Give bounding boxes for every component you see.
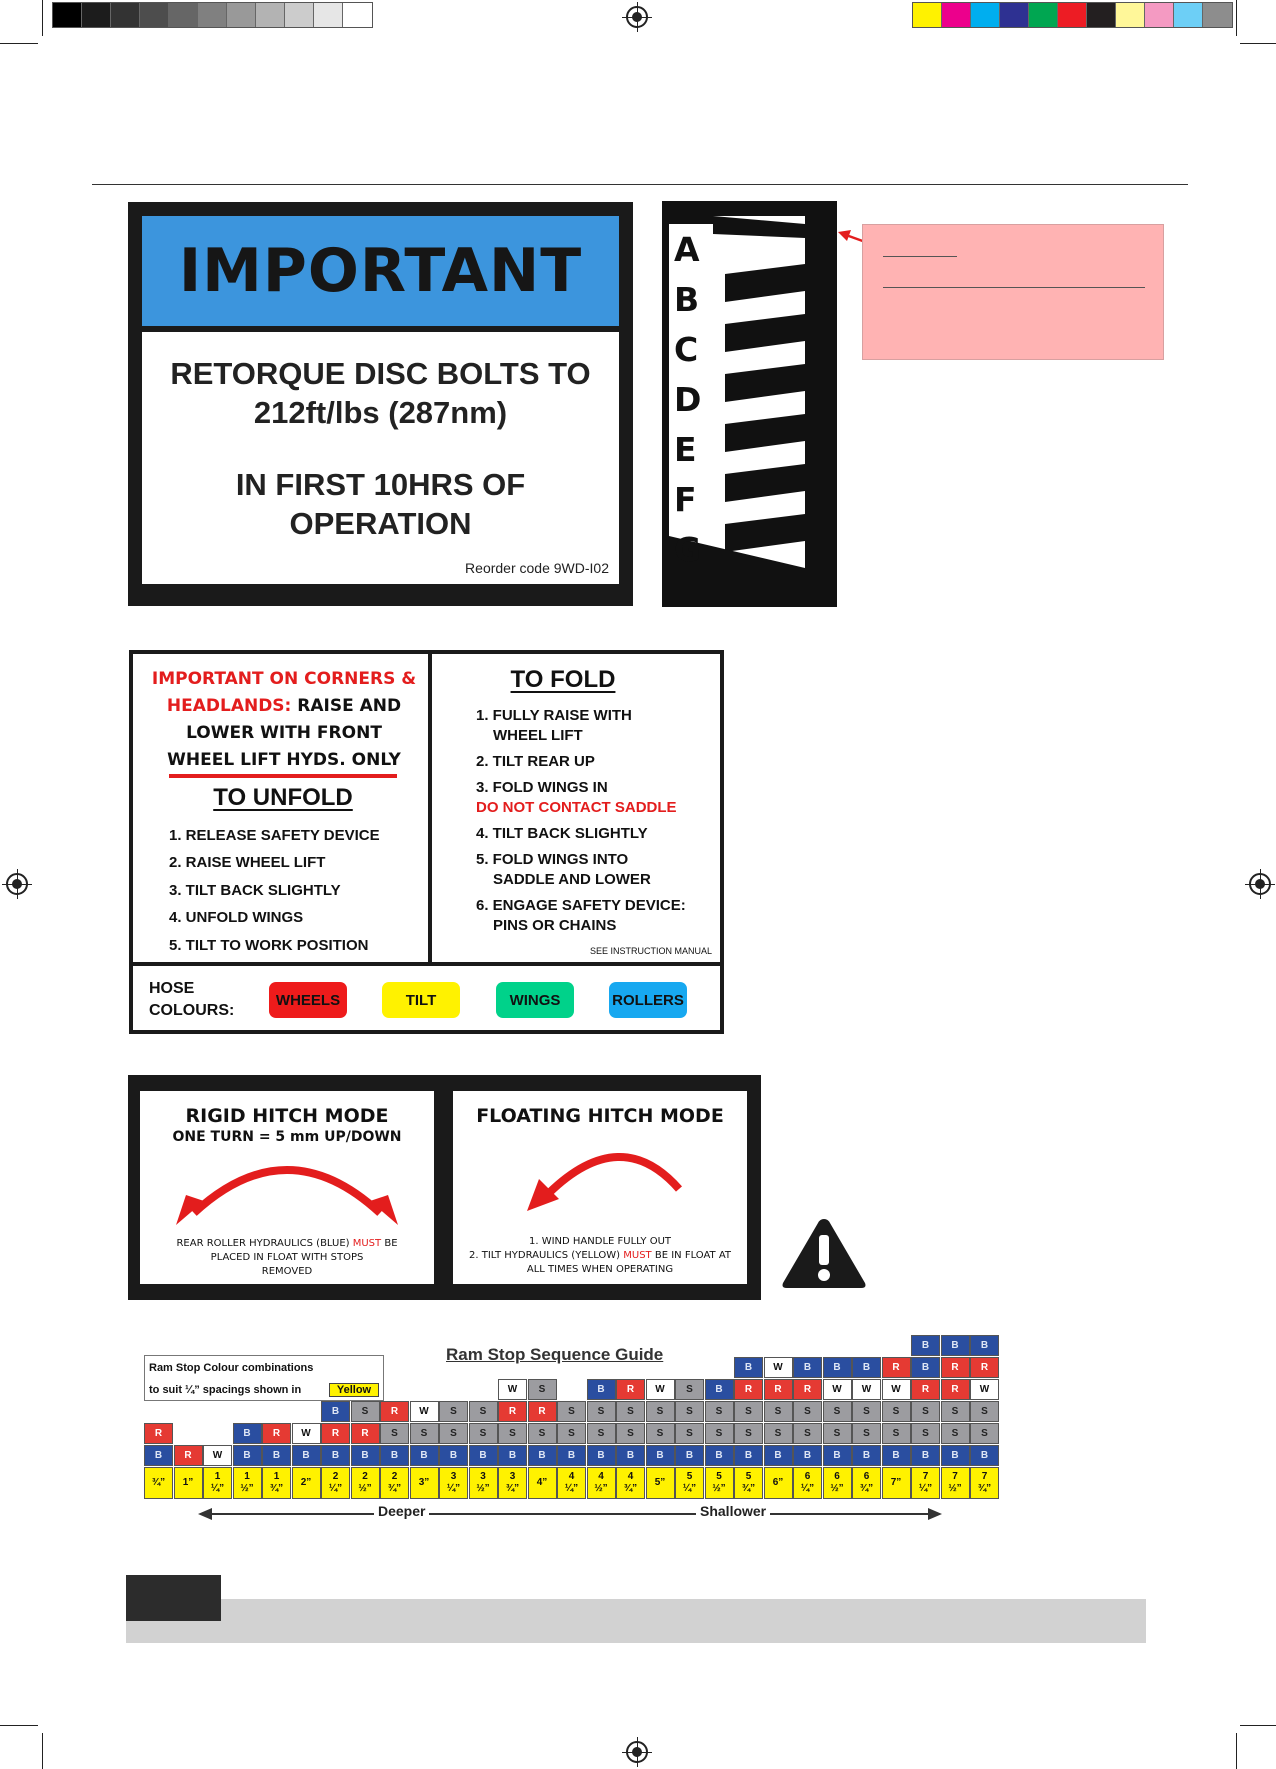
scale-letter-f: F xyxy=(674,480,697,519)
letter-scale-decal xyxy=(662,201,837,607)
grayscale-color-bar xyxy=(52,2,373,28)
fold-step-3: 3. FOLD WINGS IN xyxy=(476,779,608,796)
scale-letter-d: D xyxy=(674,380,702,419)
corners-warning xyxy=(151,666,417,774)
footer-band xyxy=(126,1599,1146,1643)
ram-stop-legend xyxy=(144,1355,384,1401)
direction-line xyxy=(206,1513,932,1515)
unfold-step-5: 5. TILT TO WORK POSITION xyxy=(169,937,369,954)
spacing-cell: 4 ¼” xyxy=(557,1467,586,1499)
rigid-hitch-subtitle: ONE TURN = 5 mm UP/DOWN xyxy=(172,1129,402,1145)
ram-stop-cell: B xyxy=(823,1357,852,1378)
ram-stop-cell: B xyxy=(144,1445,173,1466)
counterclockwise-arrow-icon xyxy=(521,1141,691,1221)
process-swatch xyxy=(1145,3,1174,27)
ram-stop-cell: B xyxy=(262,1445,291,1466)
spacing-cell: 7 ½” xyxy=(941,1467,970,1499)
legend-line-2: to suit ¼” spacings shown in xyxy=(149,1384,302,1396)
ram-stop-cell: W xyxy=(970,1379,999,1400)
crop-mark xyxy=(1240,43,1276,44)
fold-label-divider xyxy=(428,654,432,962)
gray-swatch xyxy=(53,3,82,27)
ram-stop-cell: R xyxy=(941,1357,970,1378)
ram-stop-cell: B xyxy=(764,1445,793,1466)
ram-stop-cell: S xyxy=(498,1423,527,1444)
see-instruction-manual: SEE INSTRUCTION MANUAL xyxy=(590,946,713,956)
corners-warning-red: IMPORTANT ON CORNERS & HEADLANDS: xyxy=(151,669,417,716)
ram-stop-cell: S xyxy=(705,1401,734,1422)
ram-stop-cell: S xyxy=(439,1401,468,1422)
ram-stop-cell: B xyxy=(646,1445,675,1466)
process-swatch xyxy=(1116,3,1145,27)
process-swatch xyxy=(1058,3,1087,27)
header-rule xyxy=(92,184,1188,185)
ram-stop-cell: B xyxy=(557,1445,586,1466)
reorder-code: Reorder code 9WD-I02 xyxy=(465,560,609,576)
ram-stop-cell: B xyxy=(292,1445,321,1466)
note-rule-short xyxy=(883,256,957,257)
spacing-cell: 6” xyxy=(764,1467,793,1499)
ram-stop-sequence-guide xyxy=(140,1335,1006,1535)
ram-stop-cell: S xyxy=(970,1401,999,1422)
unfold-title: TO UNFOLD xyxy=(213,784,353,811)
spacing-cell: 6 ¼” xyxy=(793,1467,822,1499)
ram-stop-cell: S xyxy=(911,1423,940,1444)
ram-stop-cell: B xyxy=(823,1445,852,1466)
registration-mark-icon xyxy=(626,1741,648,1763)
registration-mark-icon xyxy=(626,6,648,28)
ram-stop-cell: B xyxy=(734,1445,763,1466)
spacing-cell: 1 ¾” xyxy=(262,1467,291,1499)
fold-step-6: 6. ENGAGE SAFETY DEVICE: xyxy=(476,897,686,914)
ram-stop-cell: B xyxy=(852,1357,881,1378)
ram-stop-cell: S xyxy=(380,1423,409,1444)
ram-stop-cell: S xyxy=(528,1423,557,1444)
spacing-cell: 1” xyxy=(174,1467,203,1499)
gray-swatch xyxy=(285,3,314,27)
ram-stop-cell: S xyxy=(882,1423,911,1444)
ram-stop-cell: W xyxy=(823,1379,852,1400)
unfold-step-2: 2. RAISE WHEEL LIFT xyxy=(169,854,326,871)
annotation-note-box xyxy=(862,224,1164,360)
ram-stop-cell: B xyxy=(616,1445,645,1466)
warning-triangle-icon xyxy=(780,1215,868,1291)
ram-stop-cell: S xyxy=(351,1401,380,1422)
ram-stop-cell: S xyxy=(439,1423,468,1444)
fold-unfold-label xyxy=(129,650,724,1034)
gray-swatch xyxy=(82,3,111,27)
ram-stop-cell: W xyxy=(292,1423,321,1444)
process-swatch xyxy=(971,3,1000,27)
ram-stop-cell: B xyxy=(705,1379,734,1400)
spacing-cell: 3 ¼” xyxy=(439,1467,468,1499)
ram-stop-cell: B xyxy=(469,1445,498,1466)
process-swatch xyxy=(942,3,971,27)
ram-stop-cell: S xyxy=(705,1423,734,1444)
fold-step-3-warning: DO NOT CONTACT SADDLE xyxy=(476,799,677,816)
scale-letter-b: B xyxy=(674,280,700,319)
ram-stop-cell: R xyxy=(262,1423,291,1444)
ram-stop-cell: S xyxy=(793,1401,822,1422)
ram-stop-cell: S xyxy=(911,1401,940,1422)
ram-stop-cell: W xyxy=(764,1357,793,1378)
gray-swatch xyxy=(314,3,343,27)
scale-letter-e: E xyxy=(674,430,697,469)
ram-stop-cell: S xyxy=(528,1379,557,1400)
crop-mark xyxy=(42,0,43,36)
spacing-cell: 2” xyxy=(292,1467,321,1499)
retorque-line-4: OPERATION xyxy=(289,506,472,541)
ram-stop-cell: B xyxy=(498,1445,527,1466)
ram-stop-cell: R xyxy=(528,1401,557,1422)
fold-step-1: 1. FULLY RAISE WITH xyxy=(476,707,632,724)
ram-stop-cell: R xyxy=(321,1423,350,1444)
gray-swatch xyxy=(256,3,285,27)
legend-line-1: Ram Stop Colour combinations xyxy=(149,1362,314,1374)
ram-stop-cell: W xyxy=(852,1379,881,1400)
deeper-label: Deeper xyxy=(374,1503,429,1519)
spacing-cell: 1 ½” xyxy=(233,1467,262,1499)
floating-hitch-note: 1. WIND HANDLE FULLY OUT 2. TILT HYDRAULICS (YELLOW) MUST BE IN FLOAT AT ALL TIMES WHEN OPERATING xyxy=(468,1236,732,1275)
spacing-cell: 4 ½” xyxy=(587,1467,616,1499)
ram-stop-cell: W xyxy=(410,1401,439,1422)
ram-stop-cell: S xyxy=(764,1401,793,1422)
ram-stop-cell: B xyxy=(793,1445,822,1466)
legend-yellow-swatch: Yellow xyxy=(329,1383,379,1397)
spacing-cell: 4 ¾” xyxy=(616,1467,645,1499)
scale-letter-g: G xyxy=(674,530,702,569)
ram-stop-cell: B xyxy=(675,1445,704,1466)
ram-stop-cell: S xyxy=(941,1401,970,1422)
fold-title: TO FOLD xyxy=(510,666,616,693)
important-body xyxy=(142,332,619,584)
gray-swatch xyxy=(227,3,256,27)
ram-stop-cell: S xyxy=(734,1401,763,1422)
unfold-step-3: 3. TILT BACK SLIGHTLY xyxy=(169,882,341,899)
ram-stop-cell: S xyxy=(616,1423,645,1444)
registration-mark-icon xyxy=(6,873,28,895)
spacing-cell: 5 ¼” xyxy=(675,1467,704,1499)
ram-stop-cell: S xyxy=(557,1423,586,1444)
ram-stop-cell: S xyxy=(469,1423,498,1444)
page-number-tab xyxy=(126,1575,221,1621)
ram-stop-cell: W xyxy=(646,1379,675,1400)
ram-stop-cell: S xyxy=(793,1423,822,1444)
ram-stop-cell: S xyxy=(823,1423,852,1444)
ram-stop-cell: S xyxy=(734,1423,763,1444)
ram-stop-cell: S xyxy=(675,1423,704,1444)
hose-tilt-badge: TILT xyxy=(382,982,460,1018)
crop-mark xyxy=(42,1733,43,1769)
hose-colours-label: HOSE COLOURS: xyxy=(149,980,235,1019)
floating-hitch-title: FLOATING HITCH MODE xyxy=(476,1105,724,1127)
shallower-label: Shallower xyxy=(696,1503,770,1519)
ram-stop-cell: R xyxy=(911,1379,940,1400)
gray-swatch xyxy=(111,3,140,27)
crop-mark xyxy=(1240,1725,1276,1726)
registration-mark-icon xyxy=(1249,873,1271,895)
gray-swatch xyxy=(140,3,169,27)
ram-stop-cell: B xyxy=(911,1335,940,1356)
spacing-cell: 1 ¼” xyxy=(203,1467,232,1499)
two-way-curved-arrow-icon xyxy=(172,1141,402,1231)
spacing-cell: 3 ½” xyxy=(469,1467,498,1499)
ram-stop-cell: B xyxy=(321,1445,350,1466)
ram-stop-cell: S xyxy=(852,1423,881,1444)
ram-stop-cell: S xyxy=(469,1401,498,1422)
spacing-cell: 2 ¾” xyxy=(380,1467,409,1499)
ram-stop-cell: B xyxy=(410,1445,439,1466)
spacing-cell: 5” xyxy=(646,1467,675,1499)
process-swatch xyxy=(913,3,942,27)
ram-guide-title: Ram Stop Sequence Guide xyxy=(446,1345,664,1364)
ram-stop-cell: B xyxy=(587,1445,616,1466)
spacing-cell: 4” xyxy=(528,1467,557,1499)
fold-step-5b: SADDLE AND LOWER xyxy=(493,871,651,888)
ram-stop-cell: B xyxy=(587,1379,616,1400)
spacing-cell: 6 ½” xyxy=(823,1467,852,1499)
spacing-cell: 7 ¾” xyxy=(970,1467,999,1499)
ram-stop-cell: B xyxy=(233,1445,262,1466)
scale-letter-c: C xyxy=(674,330,699,369)
important-heading: IMPORTANT xyxy=(178,236,583,306)
ram-stop-cell: R xyxy=(498,1401,527,1422)
ram-stop-cell: S xyxy=(587,1401,616,1422)
ram-stop-cell: W xyxy=(203,1445,232,1466)
ram-stop-cell: R xyxy=(174,1445,203,1466)
ram-stop-cell: B xyxy=(970,1335,999,1356)
ram-stop-cell: R xyxy=(941,1379,970,1400)
hose-rollers-badge: ROLLERS xyxy=(609,982,687,1018)
fold-step-5: 5. FOLD WINGS INTO xyxy=(476,851,629,868)
rigid-hitch-note: REAR ROLLER HYDRAULICS (BLUE) MUST BE PLACED IN FLOAT WITH STOPS REMOVED xyxy=(176,1238,398,1277)
unfold-step-1: 1. RELEASE SAFETY DEVICE xyxy=(169,827,380,844)
crop-mark xyxy=(0,43,38,44)
spacing-cell: 2 ½” xyxy=(351,1467,380,1499)
fold-step-4: 4. TILT BACK SLIGHTLY xyxy=(476,825,648,842)
ram-stop-cell: B xyxy=(528,1445,557,1466)
ram-stop-cell: R xyxy=(793,1379,822,1400)
corners-warning-text: RAISE AND LOWER WITH FRONT WHEEL LIFT HYDS. ONLY xyxy=(167,696,402,770)
ram-stop-cell: S xyxy=(852,1401,881,1422)
ram-stop-cell: R xyxy=(882,1357,911,1378)
spacing-cell: 3” xyxy=(410,1467,439,1499)
spacing-cell: 7” xyxy=(882,1467,911,1499)
ram-stop-cell: S xyxy=(646,1423,675,1444)
fold-step-1b: WHEEL LIFT xyxy=(493,727,583,744)
ram-stop-cell: B xyxy=(911,1445,940,1466)
arrow-right-icon xyxy=(928,1507,942,1521)
spacing-cell: 2 ¼” xyxy=(321,1467,350,1499)
ram-stop-cell: R xyxy=(764,1379,793,1400)
note-rule-long xyxy=(883,287,1145,288)
ram-stop-cell: S xyxy=(675,1379,704,1400)
ram-stop-cell: B xyxy=(380,1445,409,1466)
retorque-line-3: IN FIRST 10HRS OF xyxy=(235,467,526,502)
ram-stop-cell: B xyxy=(321,1401,350,1422)
ram-stop-cell: S xyxy=(970,1423,999,1444)
unfold-step-4: 4. UNFOLD WINGS xyxy=(169,909,304,926)
ram-stop-cell: W xyxy=(882,1379,911,1400)
ram-stop-cell: S xyxy=(823,1401,852,1422)
spacing-cell: 3 ¾” xyxy=(498,1467,527,1499)
retorque-line-2: 212ft/lbs (287nm) xyxy=(253,395,508,430)
gray-swatch xyxy=(198,3,227,27)
ram-stop-cell: R xyxy=(734,1379,763,1400)
rigid-hitch-title: RIGID HITCH MODE xyxy=(185,1105,389,1127)
ram-stop-cell: B xyxy=(882,1445,911,1466)
hose-divider xyxy=(133,962,720,966)
ram-stop-cell: B xyxy=(705,1445,734,1466)
spacing-cell: 7 ¼” xyxy=(911,1467,940,1499)
fold-step-6b: PINS OR CHAINS xyxy=(493,917,617,934)
ram-stop-cell: R xyxy=(144,1423,173,1444)
ram-stop-cell: B xyxy=(734,1357,763,1378)
fold-step-2: 2. TILT REAR UP xyxy=(476,753,595,770)
floating-hitch-panel xyxy=(453,1091,747,1284)
crop-mark xyxy=(1236,1733,1237,1769)
hitch-mode-label xyxy=(128,1075,761,1300)
ram-stop-cell: B xyxy=(941,1335,970,1356)
ram-stop-cell: B xyxy=(793,1357,822,1378)
crop-mark xyxy=(1236,0,1237,36)
ram-stop-cell: S xyxy=(675,1401,704,1422)
ram-stop-cell: S xyxy=(941,1423,970,1444)
ram-stop-cell: B xyxy=(351,1445,380,1466)
gray-swatch xyxy=(343,3,372,27)
ram-stop-cell: R xyxy=(970,1357,999,1378)
retorque-line-1: RETORQUE DISC BOLTS TO xyxy=(170,356,591,391)
process-swatch xyxy=(1174,3,1203,27)
process-color-bar xyxy=(912,2,1233,28)
ram-stop-cell: R xyxy=(380,1401,409,1422)
process-swatch xyxy=(1029,3,1058,27)
ram-stop-cell: S xyxy=(764,1423,793,1444)
ram-stop-cell: S xyxy=(616,1401,645,1422)
ram-stop-cell: S xyxy=(882,1401,911,1422)
important-heading-band xyxy=(142,216,619,332)
scale-letter-a: A xyxy=(674,230,700,269)
red-rule xyxy=(169,774,397,778)
spacing-cell: ¾” xyxy=(144,1467,173,1499)
ram-stop-cell: B xyxy=(852,1445,881,1466)
spacing-cell: 5 ½” xyxy=(705,1467,734,1499)
spacing-cell: 5 ¾” xyxy=(734,1467,763,1499)
hose-wings-badge: WINGS xyxy=(496,982,574,1018)
process-swatch xyxy=(1087,3,1116,27)
ram-stop-cell: R xyxy=(616,1379,645,1400)
gray-swatch xyxy=(169,3,198,27)
ram-stop-cell: S xyxy=(557,1401,586,1422)
hose-wheels-badge: WHEELS xyxy=(269,982,347,1018)
rigid-hitch-panel xyxy=(140,1091,434,1284)
ram-stop-cell: B xyxy=(941,1445,970,1466)
ram-stop-cell: B xyxy=(233,1423,262,1444)
important-label xyxy=(128,202,633,606)
process-swatch xyxy=(1203,3,1232,27)
arrow-left-icon xyxy=(198,1507,212,1521)
crop-mark xyxy=(0,1725,38,1726)
process-swatch xyxy=(1000,3,1029,27)
ram-stop-cell: B xyxy=(911,1357,940,1378)
ram-stop-cell: W xyxy=(498,1379,527,1400)
ram-stop-cell: B xyxy=(439,1445,468,1466)
spacing-cell: 6 ¾” xyxy=(852,1467,881,1499)
ram-stop-cell: B xyxy=(970,1445,999,1466)
ram-stop-cell: S xyxy=(410,1423,439,1444)
ram-stop-cell: S xyxy=(646,1401,675,1422)
ram-stop-cell: S xyxy=(587,1423,616,1444)
ram-stop-cell: R xyxy=(351,1423,380,1444)
